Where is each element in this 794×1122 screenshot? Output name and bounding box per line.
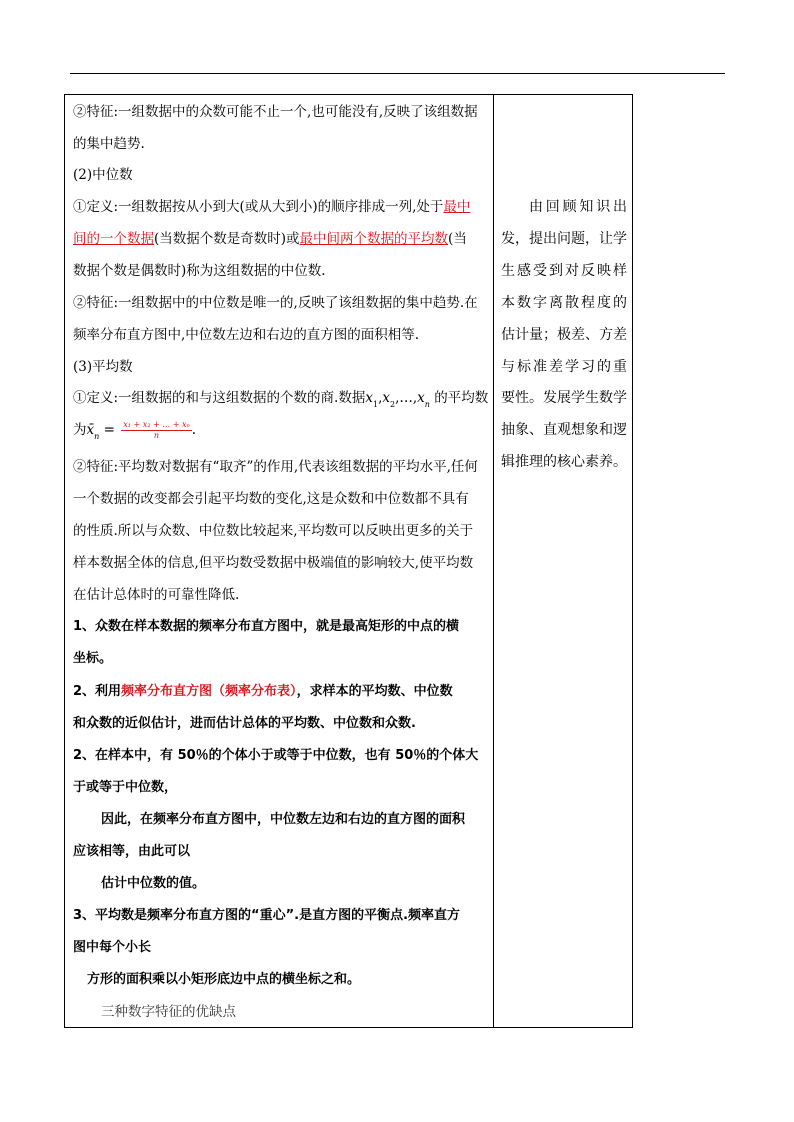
bold-point-1-cont: 坐标。	[73, 651, 113, 666]
intent-line: 由回顾知识出	[529, 199, 627, 215]
median-definition: ①定义:一组数据按从小到大(或从大到小)的顺序排成一列,处于最中	[73, 199, 471, 215]
bold-point-3-cont: 估计中位数的值。	[101, 876, 206, 891]
trailing-heading: 三种数字特征的优缺点	[101, 1004, 236, 1020]
intent-line: 要性。发展学生数学	[501, 390, 627, 406]
intent-line: 发，提出问题，让学	[501, 231, 627, 247]
text-line: 的性质.所以与众数、中位数比较起来,平均数可以反映出更多的关于	[73, 523, 474, 539]
text-line: 频率分布直方图中,中位数左边和右边的直方图的面积相等.	[73, 327, 420, 343]
text-line: 一个数据的改变都会引起平均数的变化,这是众数和中位数都不具有	[73, 491, 469, 507]
text-line: ②特征:平均数对数据有“取齐”的作用,代表该组数据的平均水平,任何	[73, 459, 478, 475]
bold-point-3-cont: 应该相等，由此可以	[73, 844, 191, 859]
bold-point-3-cont: 于或等于中位数，	[73, 780, 178, 795]
intent-line: 估计量；极差、方差	[501, 327, 627, 343]
median-definition-cont: 间的一个数据(当数据个数是奇数时)或最中间两个数据的平均数(当	[73, 231, 467, 247]
intent-line: 本数字离散程度的	[501, 295, 627, 311]
bold-point-4-cont: 图中每个小长	[73, 940, 152, 955]
text-line: 在估计总体时的可靠性降低.	[73, 587, 240, 603]
bold-point-3-cont: 因此，在频率分布直方图中，中位数左边和右边的直方图的面积	[101, 812, 466, 827]
lesson-table	[64, 94, 633, 1028]
text-line: 的集中趋势.	[73, 136, 145, 152]
fraction-numerator: x₁ + x₂ + … + xₙ	[123, 420, 190, 429]
mean-formula: 为$x̄_n$ = $\frac{\text{x₁ + x₂ + … + xₙ}}{n}$ .	[73, 420, 197, 441]
intent-line: 与标准差学习的重	[501, 359, 627, 375]
text-line: 样本数据全体的信息,但平均数受数据中极端值的影响较大,使平均数	[73, 555, 474, 571]
mean-fraction	[121, 420, 192, 441]
mean-definition: ①定义:一组数据的和与这组数据的个数的商.数据$x_1,x_2,\dots,x_n$ 的平均数	[73, 390, 489, 409]
section-heading-median: (2)中位数	[73, 167, 133, 183]
bold-point-4-cont: 方形的面积乘以小矩形底边中点的横坐标之和。	[87, 972, 361, 987]
bold-point-2: 2、利用频率分布直方图（频率分布表），求样本的平均数、中位数	[73, 684, 453, 699]
intent-line: 辑推理的核心素养。	[501, 454, 627, 470]
bold-point-3: 2、在样本中，有 50％的个体小于或等于中位数，也有 50％的个体大	[73, 748, 479, 763]
fraction-denominator: n	[153, 431, 160, 440]
bold-point-1: 1、众数在样本数据的频率分布直方图中，就是最高矩形的中点的横	[73, 619, 460, 634]
section-heading-mean: (3)平均数	[73, 359, 133, 375]
intent-line: 生感受到对反映样	[501, 263, 627, 279]
text-line: 数据个数是偶数时)称为这组数据的中位数.	[73, 263, 326, 279]
intent-line: 抽象、直观想象和逻	[501, 422, 627, 438]
bold-point-2-cont: 和众数的近似估计，进而估计总体的平均数、中位数和众数.	[73, 716, 416, 731]
text-line: ②特征:一组数据中的众数可能不止一个,也可能没有,反映了该组数据	[73, 104, 478, 120]
text-line: ②特征:一组数据中的中位数是唯一的,反映了该组数据的集中趋势.在	[73, 295, 478, 311]
column-divider	[493, 95, 494, 1027]
bold-point-4: 3、平均数是频率分布直方图的“重心”.是直方图的平衡点.频率直方	[73, 908, 461, 923]
header-rule	[70, 73, 725, 74]
